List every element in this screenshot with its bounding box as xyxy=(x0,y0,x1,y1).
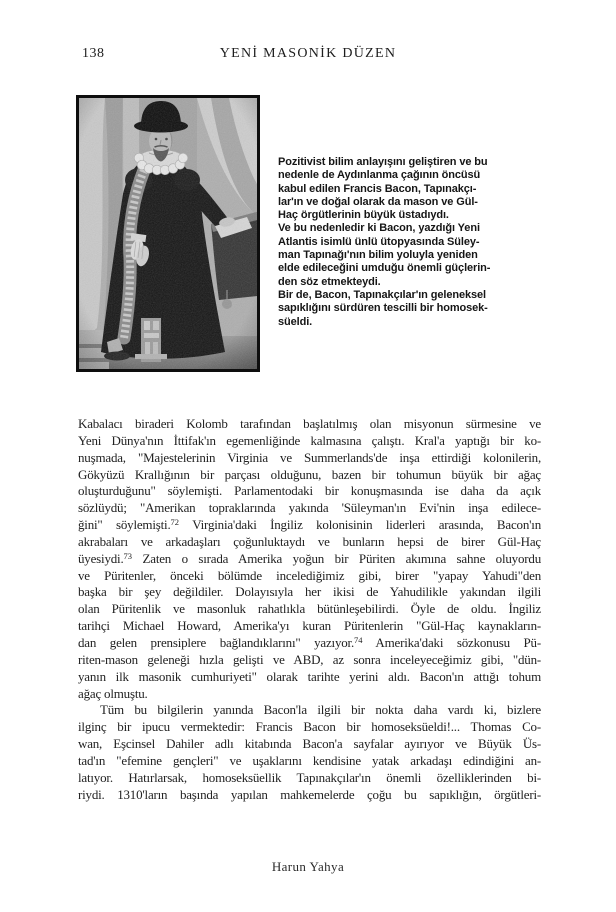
caption-line: den söz etmekteydi. xyxy=(278,275,381,288)
grain-overlay xyxy=(79,98,257,369)
footer-author: Harun Yahya xyxy=(271,859,345,874)
body-line: başka bir şey değildiler. Dolayısıyla her ikisi de Yahudilikle yakından ilgili xyxy=(78,584,541,600)
body-line: ilginç bir ipucu vermektedir: Francis Bacon bir homoseksüeldi!... Thomas Co- xyxy=(78,719,541,735)
francis-bacon-portrait xyxy=(76,95,260,372)
caption-line: nedenle de Aydınlanma çağının öncüsü xyxy=(278,169,481,182)
body-line: Tüm bu bilgilerin yanında Bacon'la ilgili bir nokta daha vardı ki, bizlere xyxy=(100,702,541,718)
body-line: olan Püritenlik ve masonluk rahatlıkla bütünleşebilirdi. Öyle de oldu. İngiliz xyxy=(78,601,541,617)
body-line: üyesiydi.$^{73}$ Zaten o sırada Amerika yoğun bir Püriten akımına sahne oluyordu xyxy=(78,550,541,566)
body-line: tarihçi Michael Howard, Amerika'yı kuran Püritenlerin "Gül-Haç kaynakların- xyxy=(78,618,541,634)
caption-line: Atlantis isimlü ünlü ütopyasında Süley- xyxy=(278,235,480,248)
body-line: wan, Eşcinsel Dahiler adlı kitabında Bacon'a sayfalar ayırıyor ve Büyük Üs- xyxy=(78,736,541,752)
body-line: tad'ın "efemine gençleri" ve uşaklarını kendisine yatak arkadaşı edindiğini an- xyxy=(78,752,541,768)
portrait-image xyxy=(79,98,257,369)
body-text xyxy=(78,416,541,803)
caption-line: Ve bu nedenledir ki Bacon, yazdığı Yeni xyxy=(278,222,480,235)
caption-line: elde edileceğini umduğu önemli güçlerin- xyxy=(278,262,491,275)
body-line: riten-mason geleneği hızla gelişti ve ABD, az sonra inceleyeceğimiz gibi, "dün- xyxy=(78,651,541,667)
caption-line: süeldi. xyxy=(278,315,313,328)
body-line: latıyor. Hatırlarsak, homoseksüellik Tapınakçılar'ın önemli özelliklerinden bi- xyxy=(78,769,541,785)
body-line: yanın ilk masonik cumhuriyeti" olarak tarihte yerini aldı. Bacon'ın attığı tohum xyxy=(78,668,541,684)
body-line: sözlüydü; "Amerikan topraklarında yakında 'Süleyman'ın Evi'nin inşa edilece- xyxy=(78,500,541,516)
page-number: 138 xyxy=(82,46,105,61)
caption-line: sapıklığını sürdüren tescilli bir homosek- xyxy=(278,302,488,315)
caption-line: Pozitivist bilim anlayışını geliştiren ve bu xyxy=(278,156,488,168)
body-line: dan gelen prensiplere bağlandıklarını" yazıyor.$^{74}$ Amerika'daki sözkonusu Pü- xyxy=(78,634,541,650)
body-line: riydi. 1310'ların başında yapılan mahkemelerde çoğu bu sapıklığın, örgütleri- xyxy=(78,786,541,802)
caption-line: Haç örgütlerinin büyük üstadıydı. xyxy=(278,209,449,222)
body-line: Kabalacı biraderi Kolomb tarafından başlatılmış olan misyonun sürmesine ve xyxy=(78,416,541,431)
body-line: nuşmada, "Majestelerinin Virginia ve Summerlands'de inşa ettirdiği kolonilerin, xyxy=(78,449,541,465)
photo-caption xyxy=(278,156,558,329)
body-line: ağaç olmuştu. xyxy=(78,685,148,701)
caption-line: Bir de, Bacon, Tapınakçılar'ın geleneksel xyxy=(278,288,486,301)
caption-line: man Tapınağı'nın bilim yoluyla yeniden xyxy=(278,249,478,262)
body-line: ğini" söylemişti.$^{72}$ Virginia'daki İngiliz kolonisinin liderleri arasında, Bacon'ın xyxy=(78,517,541,533)
caption-line: kabul edilen Francis Bacon, Tapınakçı- xyxy=(278,182,477,195)
body-line: Yeni Dünya'nın İttifak'ın egemenliğinde kalmasına çalıştı. Kral'a yaptığı bir ko- xyxy=(78,432,541,448)
running-header-title: YENİ MASONİK DÜZEN xyxy=(219,46,397,61)
body-line: oluşturduğunu" söylemişti. Parlamentodaki bir konuşmasında ise daha da açık xyxy=(78,483,541,499)
body-line: akrabaları ve arkadaşları çoğunluktaydı ve bunların hepsi de birer Gül-Haç xyxy=(78,533,541,549)
caption-line: lar'ın ve doğal olarak da mason ve Gül- xyxy=(278,195,478,208)
body-line: ve Püritenler, önceki bölümde incelediğimiz gibi, birer "yapay Yahudi"den xyxy=(78,567,541,583)
body-line: Gökyüzü Krallığının bir parçası olduğunu, bazen bir tohumun büyük bir ağaç xyxy=(78,466,541,482)
